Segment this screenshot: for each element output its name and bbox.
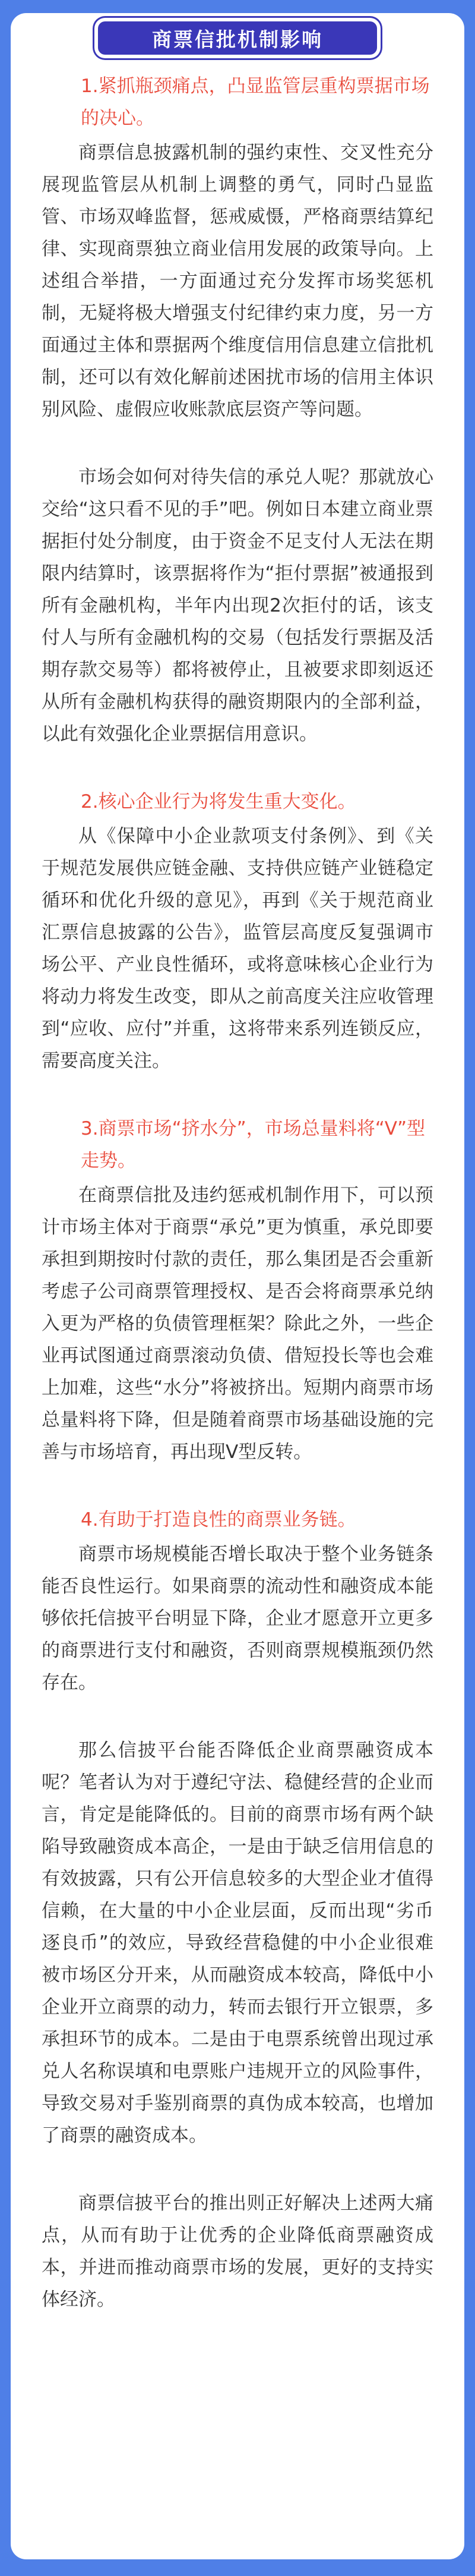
page-title: 商票信批机制影响 <box>152 27 323 51</box>
section-heading: 4.有助于打造良性的商票业务链。 <box>81 1509 356 1531</box>
paragraph: 从《保障中小企业款项支付条例》、到《关于规范发展供应链金融、支持供应链产业链稳定循环和优化升级的意见》，再到《关于规范商业汇票信息披露的公告》，监管层高度反复强调市场公平、产业良性循环，或将意味核心企业行为将动力将发生改变，即从之前高度关注应收管理到“应收、应付”并重，这将带来系列连锁反应，需要高度关注。 <box>42 826 433 1072</box>
paragraph: 商票信息披露机制的强约束性、交叉性充分展现监管层从机制上调整的勇气，同时凸显监管、市场双峰监督，惩戒威慑，严格商票结算纪律、实现商票独立商业信用发展的政策导向。上述组合举措，一方面通过充分发挥市场奖惩机制，无疑将极大增强支付纪律约束力度，另一方面通过主体和票据两个维度信用信息建立信批机制，还可以有效化解前述困扰市场的信用主体识别风险、虚假应收账款底层资产等问题。 <box>42 142 433 420</box>
article-panel <box>11 13 464 2559</box>
section-heading: 3.商票市场“挤水分”，市场总量料将“V”型走势。 <box>81 1118 426 1172</box>
paragraph: 市场会如何对待失信的承兑人呢？那就放心交给“这只看不见的手”吧。例如日本建立商业票据拒付处分制度，由于资金不足支付人无法在期限内结算时，该票据将作为“拒付票据”被通报到所有金融机构，半年内出现2次拒付的话，该支付人与所有金融机构的交易（包括发行票据及活期存款交易等）都将被停止，且被要求即刻返还从所有金融机构获得的融资期限内的全部利益，以此有效强化企业票据信用意识。 <box>42 467 433 745</box>
section-1 <box>42 70 433 750</box>
paragraph: 那么信披平台能否降低企业商票融资成本呢？笔者认为对于遵纪守法、稳健经营的企业而言，肯定是能降低的。目前的商票市场有两个缺陷导致融资成本高企，一是由于缺乏信用信息的有效披露，只有公开信息较多的大型企业才值得信赖，在大量的中小企业层面，反而出现“劣币逐良币”的效应，导致经营稳健的中小企业很难被市场区分开来，从而融资成本较高，降低中小企业开立商票的动力，转而去银行开立银票，多承担环节的成本。二是由于电票系统曾出现过承兑人名称误填和电票账户违规开立的风险事件，导致交易对手鉴别商票的真伪成本较高，也增加了商票的融资成本。 <box>42 1740 433 2146</box>
section-4 <box>42 1504 433 2316</box>
section-2 <box>42 786 433 1077</box>
paragraph: 在商票信批及违约惩戒机制作用下，可以预计市场主体对于商票“承兑”更为慎重，承兑即要承担到期按时付款的责任，那么集团是否会重新考虑子公司商票管理授权、是否会将商票承兑纳入更为严格的负债管理框架？除此之外，一些企业再试图通过商票滚动负债、借短投长等也会难上加难，这些“水分”将被挤出。短期内商票市场总量料将下降，但是随着商票市场基础设施的完善与市场培育，再出现V型反转。 <box>42 1185 433 1463</box>
paragraph: 商票市场规模能否增长取决于整个业务链条能否良性运行。如果商票的流动性和融资成本能够依托信披平台明显下降，企业才愿意开立更多的商票进行支付和融资，否则商票规模瓶颈仍然存在。 <box>42 1544 433 1693</box>
section-3 <box>42 1113 433 1468</box>
title-banner <box>98 21 377 55</box>
section-heading: 1.紧抓瓶颈痛点，凸显监管层重构票据市场的决心。 <box>81 75 430 129</box>
paragraph: 商票信披平台的推出则正好解决上述两大痛点，从而有助于让优秀的企业降低商票融资成本，并进而推动商票市场的发展，更好的支持实体经济。 <box>42 2193 433 2310</box>
section-heading: 2.核心企业行为将发生重大变化。 <box>81 791 356 813</box>
